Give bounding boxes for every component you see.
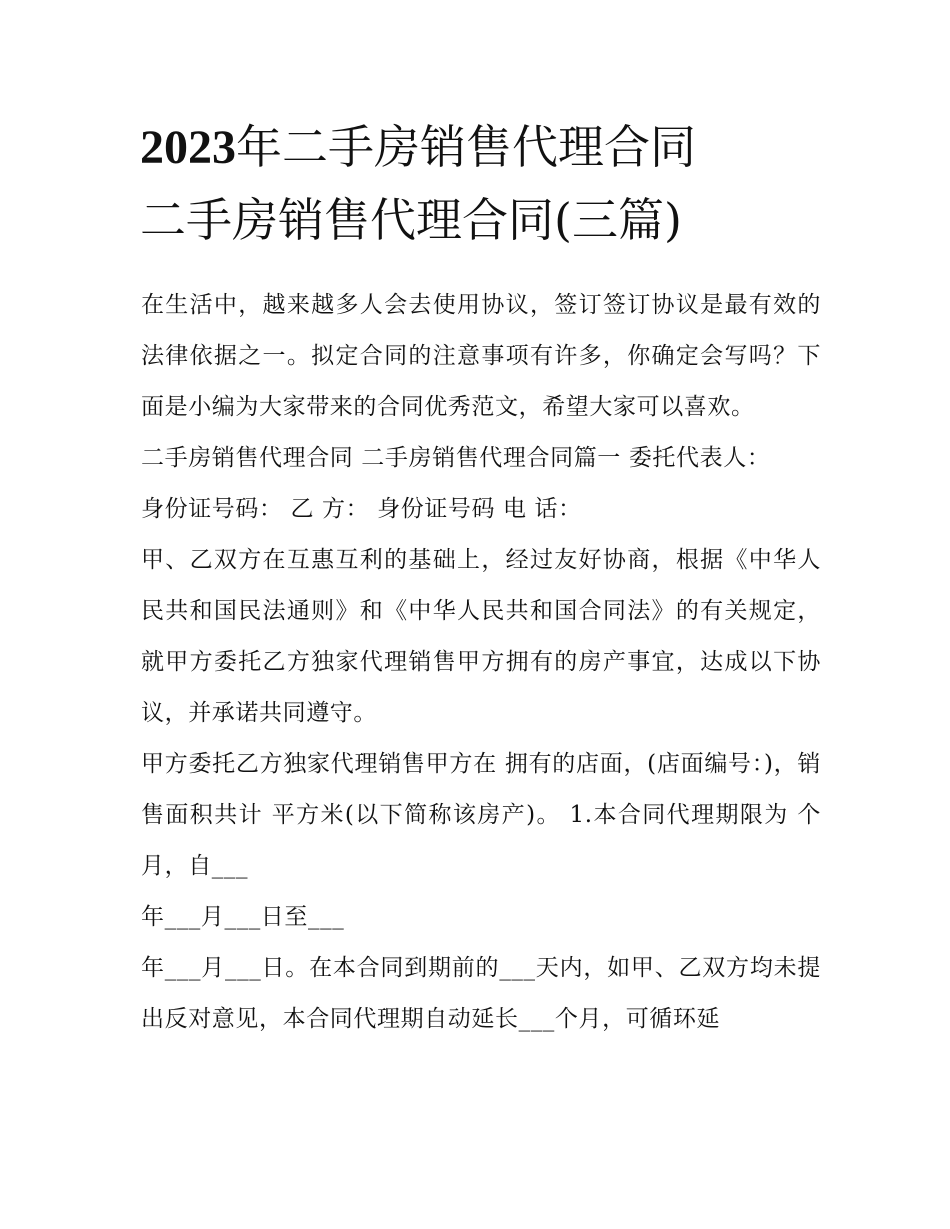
property-paragraph: 甲方委托乙方独家代理销售甲方在 拥有的店面，(店面编号：)，销售面积共计 平方米(以下简称该房产)。 1.本合同代理期限为 个月，自___ xyxy=(141,751,821,879)
title-line-1-text: 年二手房销售代理合同 xyxy=(236,120,696,174)
document-title-line-2: 二手房销售代理合同(三篇) xyxy=(140,193,682,247)
term-extension-paragraph: 年___月___日。在本合同到期前的___天内，如甲、乙双方均未提出反对意见，本合同代理期自动延长___个月，可循环延 xyxy=(141,955,821,1032)
agreement-basis-paragraph: 甲、乙双方在互惠互利的基础上，经过友好协商，根据《中华人民共和国民法通则》和《中华人民共和国合同法》的有关规定，就甲方委托乙方独家代理销售甲方拥有的房产事宜，达成以下协议，并承诺共同遵守。 xyxy=(141,547,821,726)
title-year: 2023 xyxy=(140,121,236,174)
contract-heading-line: 二手房销售代理合同 二手房销售代理合同篇一 委托代表人： xyxy=(141,445,771,471)
document-body xyxy=(141,280,821,1045)
intro-paragraph: 在生活中，越来越多人会去使用协议，签订签订协议是最有效的法律依据之一。拟定合同的注意事项有许多，你确定会写吗？下面是小编为大家带来的合同优秀范文，希望大家可以喜欢。 xyxy=(141,292,821,420)
term-date-line: 年___月___日至___ xyxy=(141,904,345,930)
party-info-line: 身份证号码： 乙 方： 身份证号码 电 话： xyxy=(141,496,582,522)
document-title-line-1 xyxy=(140,120,840,174)
